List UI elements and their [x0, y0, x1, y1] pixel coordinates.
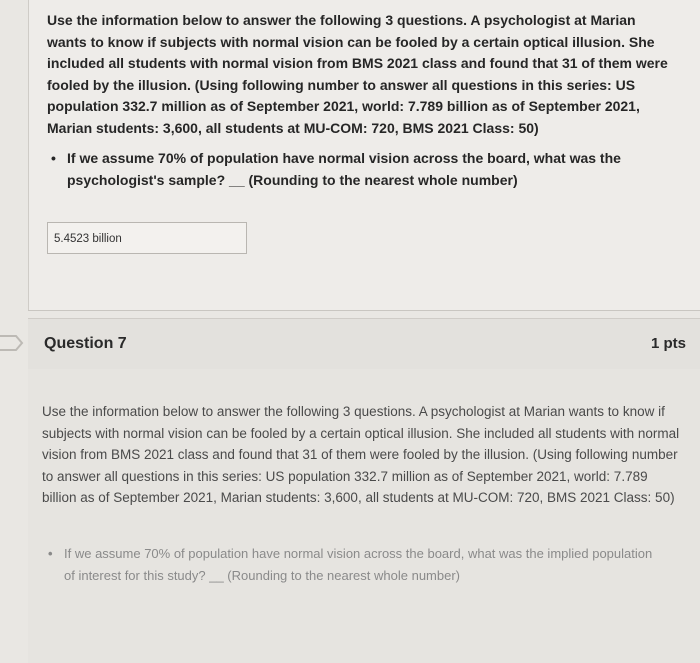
question-6-prompt: [51, 148, 627, 191]
question-flag-icon[interactable]: [0, 333, 24, 353]
bullet-icon: •: [48, 546, 53, 561]
question-7-prompt-text: If we assume 70% of population have normal vision across the board, what was the implied population of interest for this study? __ (Rounding to the nearest whole number): [64, 546, 653, 583]
question-6-intro: Use the information below to answer the following 3 questions. A psychologist at Marian wants to know if subjects with normal vision can be fooled by a certain optical illusion. She included all students with normal vision from BMS 2021 class and found that 31 of them were fooled by the illusion. (Using following number to answer all questions in this series: US population 332.7 million as of September 2021, world: 7.789 billion as of September 2021, Marian students: 3,600, all students at MU-COM: 720, BMS 2021 Class: 50): [47, 12, 668, 136]
section-divider: [28, 310, 700, 311]
question-6-prompt-text: If we assume 70% of population have normal vision across the board, what was the psychologist's sample? __ (Rounding to the nearest whole number): [67, 150, 621, 188]
question-7-intro: Use the information below to answer the following 3 questions. A psychologist at Marian wants to know if subjects with normal vision can be fooled by a certain optical illusion. She included all students with normal vision from BMS 2021 class and found that 31 of them were fooled by the illusion. (Using following number to answer all questions in this series: US population 332.7 million as of September 2021, world: 7.789 billion as of September 2021, Marian students: 3,600, all students at MU-COM: 720, BMS 2021 Class: 50): [42, 404, 680, 505]
question-7-body: [28, 369, 700, 663]
question-7-header: [28, 318, 700, 370]
question-7-points: 1 pts: [650, 335, 686, 352]
question-6-body: [28, 0, 700, 310]
question-6-answer-input[interactable]: 5.4523 billion: [47, 222, 247, 254]
bullet-icon: •: [51, 150, 56, 166]
question-7-title: Question 7: [44, 335, 127, 352]
question-7-prompt: [48, 543, 664, 586]
